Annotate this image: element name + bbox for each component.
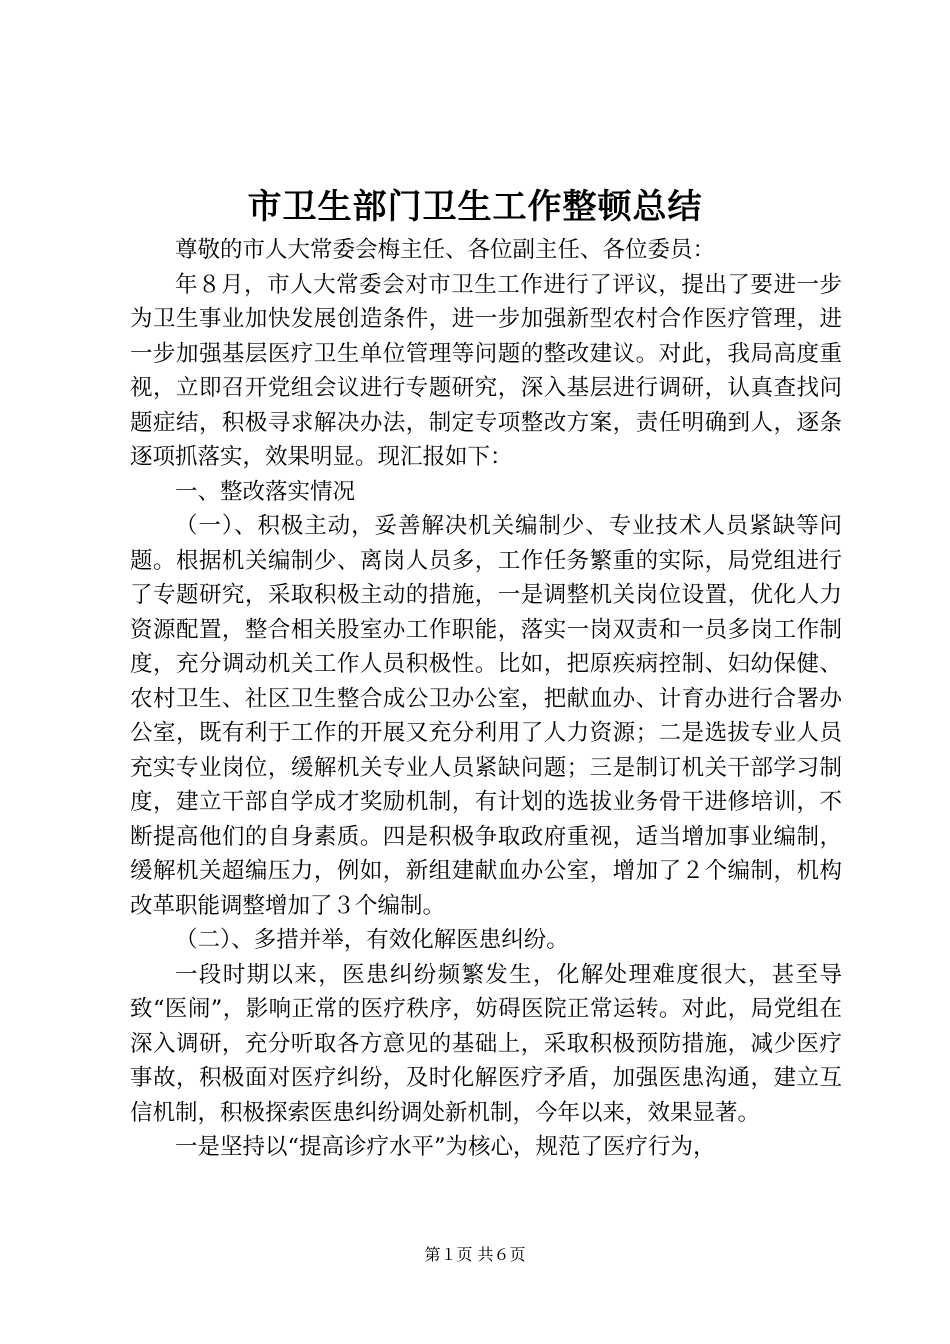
intro-paragraph: 年８月，市人大常委会对市卫生工作进行了评议，提出了要进一步为卫生事业加快发展创造条件，进一步加强新型农村合作医疗管理，进一步加强基层医疗卫生单位管理等问题的整改建议。对此，我局高度重视，立即召开党组会议进行专题研究，深入基层进行调研，认真查找问题症结，积极寻求解决办法，制定专项整改方案，责任明确到人，逐条逐项抓落实，效果明显。现汇报如下： <box>130 271 842 470</box>
page-footer: 第１页 共６页 <box>424 1245 526 1264</box>
document-title: 市卫生部门卫生工作整顿总结 <box>247 187 703 227</box>
salutation-paragraph: 尊敬的市人大常委会梅主任、各位副主任、各位委员： <box>175 237 716 263</box>
section-heading: 一、整改落实情况 <box>175 478 356 505</box>
measure-1-paragraph: 一是坚持以“提高诊疗水平”为核心，规范了医疗行为， <box>175 1134 716 1160</box>
document-body <box>130 233 842 1165</box>
subsection-1-paragraph: （一）、积极主动，妥善解决机关编制少、专业技术人员紧缺等问题。根据机关编制少、离岗人员多，工作任务繁重的实际，局党组进行了专题研究，采取积极主动的措施，一是调整机关岗位设置，优化人力资源配置，整合相关股室办工作职能，落实一岗双责和一员多岗工作制度，充分调动机关工作人员积极性。比如，把原疾病控制、妇幼保健、农村卫生、社区卫生整合成公卫办公室，把献血办、计育办进行合署办公室，既有利于工作的开展又充分利用了人力资源；二是选拔专业人员充实专业岗位，缓解机关专业人员紧缺问题；三是制订机关干部学习制度，建立干部自学成才奖励机制，有计划的选拔业务骨干进修培训，不断提高他们的自身素质。四是积极争取政府重视，适当增加事业编制，缓解机关超编压力，例如，新组建献血办公室，增加了２个编制，机构改革职能调整增加了３个编制。 <box>130 513 842 919</box>
disputes-paragraph: 一段时期以来，医患纠纷频繁发生，化解处理难度很大，甚至导致“医闹”，影响正常的医疗秩序，妨碍医院正常运转。对此，局党组在深入调研，充分听取各方意见的基础上，采取积极预防措施，减少医疗事故，积极面对医疗纠纷，及时化解医疗矛盾，加强医患沟通，建立互信机制，积极探索医患纠纷调处新机制，今年以来，效果显著。 <box>130 961 842 1126</box>
subsection-2-heading: （二）、多措并举，有效化解医患纠纷。 <box>175 927 569 953</box>
